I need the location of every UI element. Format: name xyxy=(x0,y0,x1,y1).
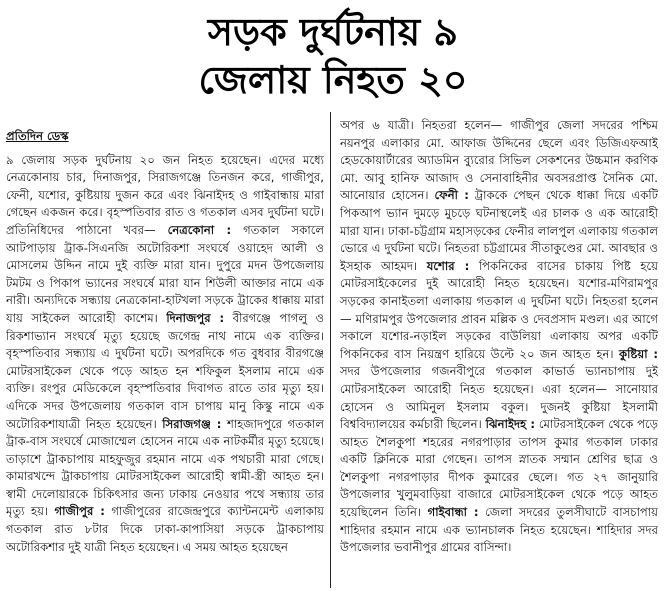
section-text-gaibandha: জেলা সদরের তুলসীঘাটে বাসচাপায় শাহিদার রহমান নামে এক ভ্যানচালক নিহত হয়েছেন। শাহিদার সদর উপজেলার ভবানীপুর গ্রামের বাসিন্দা। xyxy=(340,505,658,555)
section-text-feni: ট্রাককে পেছন থেকে ধাক্কা দিয়ে একটি পিকআপ ভ্যান দুমড়ে মুচড়ে ঘটনাস্থলেই এর চালক ও এক আরোহী মারা যান। ঢাকা-চট্টগ্রাম মহাসড়কের ফেনীর লালপুল এলাকায় গতকাল ভোরে এ দুর্ঘটনা ঘটে। নিহতরা চট্টগ্রামের সীতাকুণ্ডের মো. আবছার ও ইসহাক আহমদ। xyxy=(340,188,658,273)
section-label-gaibandha: গাইবান্ধা : xyxy=(427,505,479,520)
section-text-jhenaidah: মোটরসাইকেল থেকে পড়ে আহত শৈলকুপা শহরের নগরপাড়ার তাপস কুমার গতকাল ঢাকার একটি ক্লিনিকে মারা গেছেন। তাপস স্নাতক সম্মান শ্রেণির ছাত্র ও শৈলকুপা নগরপাড়ার দীপক কুমারের ছেলে। গত ২৭ জানুয়ারি উপজেলার খুলুমবাড়িয়া বাজারে মোটরসাইকেল থেকে পড়ে আহত হয়েছিলেন তিনি। xyxy=(340,417,658,520)
section-text-gazipur-cont: অপর ৬ যাত্রী। নিহতরা হলেন— গাজীপুর জেলা সদরের পশ্চিম নয়নপুর এলাকার মো. আফাজ উদ্দিনের ছেলে এবং ডিজিএফআই হেডকোয়ার্টারের অ্যাডমিন ব্যুরোর সিভিল সেকশনের উচ্চমান করণিক মো. আবু হানিফ আজাদ ও সেনাবাহিনীর অবসরপ্রাপ্ত সৈনিক মো. আনোয়ার হোসেন। xyxy=(340,118,658,203)
byline: প্রতিদিন ডেস্ক xyxy=(6,129,69,143)
section-label-gazipur: গাজীপুর : xyxy=(54,504,105,519)
left-column xyxy=(6,128,324,588)
section-label-netrokona: নেত্রকোনা : xyxy=(167,222,232,237)
right-column xyxy=(340,117,658,588)
headline xyxy=(0,8,666,104)
section-text-netrokona: গতকাল সকালে আটপাড়ায় ট্রাক-সিএনজি অটোরিকশা সংঘর্ষে ওয়াহেদ আলী ও মোসলেম উদ্দিন নামে দুই ব্যক্তি মারা যান। দুপুরে মদন উপজেলায় টমটম ও পিকাপ ভ্যানের সংঘর্ষে মারা যান শিউলী আক্তার নামে এক নারী। অন্যদিকে সন্ধ্যায় নেত্রকোনা-হাটখলা সড়কে ট্রাকের ধাক্কায় মারা যায় সাইকেল আরোহী কাশেম। xyxy=(6,222,324,325)
headline-line-2: জেলায় নিহত ২০ xyxy=(198,58,468,102)
section-label-kushtia: কুষ্টিয়া : xyxy=(619,346,658,361)
section-label-dinajpur: দিনাজপুর : xyxy=(166,310,225,325)
section-text-gazipur: গাজীপুরের রাজেন্দ্রপুরে ক্যান্টনমেন্ট এলাকায় গতকাল রাত ৮টার দিকে ঢাকা-কাপাসিয়া সড়কে ট্রাকচাপায় অটোরিকশার দুই যাত্রী নিহত হয়েছেন। এ সময় আহত হয়েছেন xyxy=(6,504,324,554)
section-label-jessore: যশোর : xyxy=(426,258,470,273)
article-text-right xyxy=(340,117,658,557)
section-text-dinajpur: বীরগঞ্জে পাগলু ও রিকশাভ্যান সংঘর্ষে মৃত্যু হয়েছে জগেন্দ্র নাথ নামে এক ব্যক্তির। বৃহস্পতিবার সন্ধ্যায় এ দুর্ঘটনা ঘটে। অপরদিকে গত বুধবার বীরগঞ্জে মোটরসাইকেল থেকে পড়ে আহত হন শফিকুল ইসলাম নামে এক ব্যক্তি। রংপুর মেডিকেলে বৃহস্পতিবার দিবাগত রাতে তার মৃত্যু হয়। এদিকে সদর উপজেলায় গতকাল বাস চাপায় মানু কিস্কু নামে এক অটোরিকশাযাত্রী নিহত হয়েছেন। xyxy=(6,310,324,431)
column-divider xyxy=(330,112,331,588)
section-text-jessore: পিকনিকের বাসের চাকায় পিষ্ট হয়ে মোটরসাইকেলের দুই আরোহী নিহত হয়েছেন। যশোর-মণিরামপুর সড়কের কানাইতলা এলাকায় গতকাল এ দুর্ঘটনা ঘটে। নিহতরা হলেন— মণিরামপুর উপজেলার প্রাবন মল্লিক ও দেবপ্রসাদ মণ্ডল। এর আগে সকালে যশোর-নড়াইল সড়কের বাউলিয়া এলাকায় অপর একটি পিকনিকের বাস নিয়ন্ত্রণ হারিয়ে উল্টে ২০ জন আহত হন। xyxy=(340,258,658,361)
headline-line-1: সড়ক দুর্ঘটনায় ৯ xyxy=(207,10,459,54)
section-label-sirajganj: সিরাজগঞ্জ : xyxy=(162,416,222,431)
paragraph-intro: ৯ জেলায় সড়ক দুর্ঘটনায় ২০ জন নিহত হয়েছেন। এদের মধ্যে নেত্রকোনায় চার, দিনাজপুর, সিরাজগঞ্জে তিনজন করে, গাজীপুর, ফেনী, যশোর, কুষ্টিয়ায় দুজন করে এবং ঝিনাইদহ ও গাইবান্ধায় মারা গেছেন একজন করে। বৃহস্পতিবার রাত ও গতকাল এসব দুর্ঘটনা ঘটে। প্রতিনিধিদের পাঠানো খবর— xyxy=(6,152,324,237)
section-text-sirajganj: শাহজাদপুরে গতকাল ট্রাক-বাস সংঘর্ষে মোজাম্মেল হোসেন নামে এক নাটকর্মীর মৃত্যু হয়েছে। তাড়াশে ট্রাকচাপায় মাহফুজুর রহমান নামে এক পথচারী মারা গেছে। কামারখন্দে ট্রাকচাপায় মোটরসাইকেল আরোহী স্বামী-স্ত্রী আহত হন। স্বামী দেলোয়ারকে চিকিৎসার জন্য ঢাকায় নেওয়ার পথে সন্ধ্যায় তার মৃত্যু হয়। xyxy=(6,416,324,519)
section-label-jhenaidah: ঝিনাইদহ : xyxy=(485,417,535,432)
section-text-kushtia: সদর উপজেলার গজনবীপুরে গতকাল কাভার্ড ভ্যানচাপায় দুই মোটরসাইকেল আরোহী নিহত হয়েছেন। এরা হলেন— সানোয়ার হোসেন ও আমিনুল ইসলাম বকুল। দুজনই কুষ্টিয়া ইসলামী বিশ্ববিদ্যালয়ের কর্মচারী ছিলেন। xyxy=(340,364,658,432)
section-label-feni: ফেনী : xyxy=(434,188,469,203)
article-text-left xyxy=(6,152,324,557)
